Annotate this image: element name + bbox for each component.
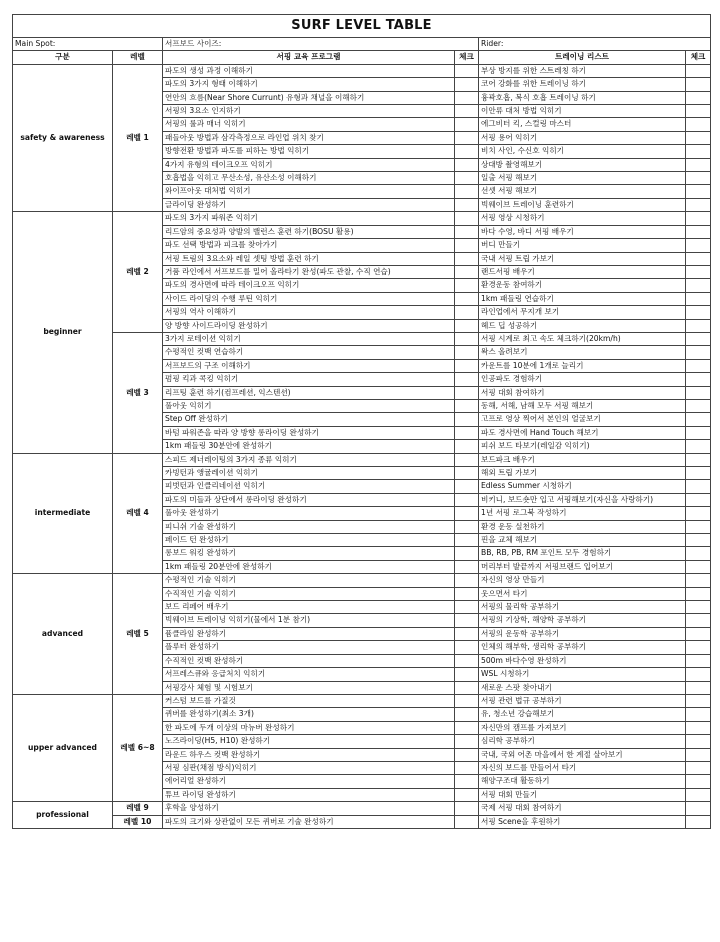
table-body [13,64,711,828]
training-cell: 부상 방지를 위한 스트레칭 하기 [479,64,686,77]
program-cell: 3가지 로테이션 익히기 [163,332,455,345]
program-check-cell[interactable] [455,775,479,788]
program-check-cell[interactable] [455,641,479,654]
program-check-cell[interactable] [455,788,479,801]
table-row [13,212,711,225]
program-check-cell[interactable] [455,694,479,707]
program-check-cell[interactable] [455,118,479,131]
training-cell: 서핑 용어 익히기 [479,131,686,144]
training-cell: Edless Summer 시청하기 [479,480,686,493]
training-check-cell[interactable] [686,158,711,171]
surf-level-sheet [12,14,710,829]
training-cell: 선셋 서핑 해보기 [479,185,686,198]
training-check-cell[interactable] [686,654,711,667]
training-cell: 서핑의 물리학 공부하기 [479,601,686,614]
training-cell: 국제 서핑 대회 참여하기 [479,802,686,815]
program-cell: 글라이딩 완성하기 [163,198,455,211]
training-check-cell[interactable] [686,252,711,265]
program-cell: 서핑의 룰과 매너 익히기 [163,118,455,131]
program-cell: 롱보드 워킹 완성하기 [163,547,455,560]
program-check-cell[interactable] [455,252,479,265]
training-cell: 왁스 올려보기 [479,346,686,359]
program-cell: 라운드 하우스 컷백 완성하기 [163,748,455,761]
program-check-cell[interactable] [455,708,479,721]
training-check-cell[interactable] [686,373,711,386]
header-check-program: 체크 [455,51,479,64]
header-check-training: 체크 [686,51,711,64]
main-spot-label: Main Spot: [13,38,163,51]
training-check-cell[interactable] [686,493,711,506]
program-cell: 호흡법을 익히고 무산소성, 유산소성 이해하기 [163,172,455,185]
program-cell: 파도의 생성 과정 이해하기 [163,64,455,77]
training-check-cell[interactable] [686,467,711,480]
program-check-cell[interactable] [455,78,479,91]
training-cell: 핀을 교체 해보기 [479,534,686,547]
program-check-cell[interactable] [455,91,479,104]
program-cell: 리프팅 훈련 하기(컴프레션, 익스텐션) [163,386,455,399]
program-check-cell[interactable] [455,105,479,118]
training-check-cell[interactable] [686,627,711,640]
training-cell: 서핑 대회 만들기 [479,788,686,801]
training-check-cell[interactable] [686,359,711,372]
training-cell: 유, 청소년 강습해보기 [479,708,686,721]
training-check-cell[interactable] [686,721,711,734]
program-check-cell[interactable] [455,265,479,278]
training-cell: 동해, 서해, 남해 모두 서핑 해보기 [479,399,686,412]
program-check-cell[interactable] [455,131,479,144]
program-check-cell[interactable] [455,574,479,587]
program-cell: 서핑의 3요소 인지하기 [163,105,455,118]
training-check-cell[interactable] [686,735,711,748]
program-cell: 거품 라인에서 서프보드를 밀어 올라타기 완성(파도 관찰, 수직 연습) [163,265,455,278]
program-cell: 퓸클라임 완성하기 [163,627,455,640]
program-check-cell[interactable] [455,627,479,640]
training-cell: 머리부터 발끝까지 서핑브랜드 입어보기 [479,560,686,573]
program-check-cell[interactable] [455,399,479,412]
training-check-cell[interactable] [686,574,711,587]
training-check-cell[interactable] [686,748,711,761]
training-cell: 서핑 영상 시청하기 [479,212,686,225]
program-cell: 수직적인 컷백 완성하기 [163,654,455,667]
program-check-cell[interactable] [455,601,479,614]
training-cell: 고프로 영상 찍어서 본인의 얼굴보기 [479,413,686,426]
program-cell: 플루터 완성하기 [163,641,455,654]
training-check-cell[interactable] [686,601,711,614]
program-cell: 사이드 라이딩의 수행 루틴 익히기 [163,292,455,305]
program-check-cell[interactable] [455,373,479,386]
training-check-cell[interactable] [686,413,711,426]
table-title: SURF LEVEL TABLE [13,15,711,38]
program-cell: 풀아웃 익히기 [163,399,455,412]
training-cell: 헤드 딥 성공하기 [479,319,686,332]
training-cell: 비치 사인, 수신호 익히기 [479,145,686,158]
training-cell: 자신의 보드를 만들어서 타기 [479,761,686,774]
category-cell: safety & awareness [13,64,113,211]
training-cell: 흉곽호흡, 복식 호흡 트레이닝 하기 [479,91,686,104]
program-check-cell[interactable] [455,386,479,399]
training-check-cell[interactable] [686,399,711,412]
program-cell: 에어리얼 완성하기 [163,775,455,788]
program-check-cell[interactable] [455,520,479,533]
training-check-cell[interactable] [686,239,711,252]
training-cell: 새로운 스팟 찾아내기 [479,681,686,694]
table-row [13,802,711,815]
program-cell: 튜브 라이딩 완성하기 [163,788,455,801]
training-cell: 보드파크 배우기 [479,453,686,466]
program-cell: 서핑의 역사 이해하기 [163,306,455,319]
program-cell: 패들아웃 방법과 삼각측정으로 라인업 위치 찾기 [163,131,455,144]
training-check-cell[interactable] [686,131,711,144]
program-check-cell[interactable] [455,453,479,466]
program-check-cell[interactable] [455,413,479,426]
program-check-cell[interactable] [455,346,479,359]
program-cell: 페이드 턴 완성하기 [163,534,455,547]
training-cell: 이안류 대처 방법 익히기 [479,105,686,118]
level-cell: 레벨 10 [113,815,163,828]
program-cell: 노즈라이딩(H5, H10) 완성하기 [163,735,455,748]
training-cell: 해양구조대 활동하기 [479,775,686,788]
program-cell: 풀아웃 완성하기 [163,507,455,520]
program-cell: 서핑 심판(채점 방식)익히기 [163,761,455,774]
surf-level-table [12,14,711,829]
training-check-cell[interactable] [686,198,711,211]
program-check-cell[interactable] [455,279,479,292]
program-cell: 서핑 트림의 3요소와 레일 셋팅 방법 훈련 하기 [163,252,455,265]
program-check-cell[interactable] [455,748,479,761]
program-cell: 파도의 경사면에 따라 테이크오프 익히기 [163,279,455,292]
training-check-cell[interactable] [686,279,711,292]
program-cell: 파도 선택 방법과 피크를 찾아가기 [163,239,455,252]
program-check-cell[interactable] [455,534,479,547]
level-cell: 레벨 5 [113,574,163,695]
program-check-cell[interactable] [455,480,479,493]
training-check-cell[interactable] [686,172,711,185]
training-check-cell[interactable] [686,185,711,198]
training-cell: 상대방 촬영해보기 [479,158,686,171]
program-check-cell[interactable] [455,185,479,198]
training-check-cell[interactable] [686,440,711,453]
program-cell: 1km 패들링 30분안에 완성하기 [163,440,455,453]
program-check-cell[interactable] [455,614,479,627]
program-cell: 파도의 크기와 상관없이 모든 퀴버로 기술 완성하기 [163,815,455,828]
program-cell: Step Off 완성하기 [163,413,455,426]
program-cell: 피니쉬 기술 완성하기 [163,520,455,533]
training-check-cell[interactable] [686,292,711,305]
program-cell: 서프보드의 구조 이해하기 [163,359,455,372]
training-check-cell[interactable] [686,426,711,439]
program-check-cell[interactable] [455,560,479,573]
training-check-cell[interactable] [686,520,711,533]
table-row [13,64,711,77]
training-cell: 자신만의 캠프를 가져보기 [479,721,686,734]
training-check-cell[interactable] [686,453,711,466]
program-check-cell[interactable] [455,198,479,211]
training-cell: 파도 경사면에 Hand Touch 해보기 [479,426,686,439]
program-cell: 와이프아웃 대처법 익히기 [163,185,455,198]
program-check-cell[interactable] [455,440,479,453]
program-cell: 수평적인 기술 익히기 [163,574,455,587]
level-cell: 레벨 2 [113,212,163,333]
training-check-cell[interactable] [686,480,711,493]
category-cell: beginner [13,212,113,453]
training-cell: 1km 패들링 연습하기 [479,292,686,305]
training-check-cell[interactable] [686,225,711,238]
program-check-cell[interactable] [455,332,479,345]
training-check-cell[interactable] [686,306,711,319]
program-check-cell[interactable] [455,721,479,734]
program-check-cell[interactable] [455,681,479,694]
program-check-cell[interactable] [455,467,479,480]
program-cell: 파도의 3가지 형태 이해하기 [163,78,455,91]
program-cell: 파도의 미들과 상단에서 롱라이딩 완성하기 [163,493,455,506]
training-check-cell[interactable] [686,118,711,131]
program-cell: 퀴버를 완성하기(최소 3개) [163,708,455,721]
header-training: 트레이닝 리스트 [479,51,686,64]
board-size-label: 서프보드 사이즈: [163,38,479,51]
training-cell: 라인업에서 무지개 보기 [479,306,686,319]
training-cell: 서핑의 운동학 공부하기 [479,627,686,640]
program-check-cell[interactable] [455,319,479,332]
program-check-cell[interactable] [455,654,479,667]
table-row [13,574,711,587]
program-check-cell[interactable] [455,735,479,748]
program-check-cell[interactable] [455,802,479,815]
program-cell: 연안의 흐름(Near Shore Currunt) 유형과 채널을 이해하기 [163,91,455,104]
training-check-cell[interactable] [686,212,711,225]
training-check-cell[interactable] [686,681,711,694]
training-cell: WSL 시청하기 [479,668,686,681]
training-check-cell[interactable] [686,265,711,278]
training-check-cell[interactable] [686,346,711,359]
program-cell: 한 파도에 두개 이상의 마뉴버 완성하기 [163,721,455,734]
program-cell: 리드암의 중요성과 양발의 밸런스 훈련 하기(BOSU 활용) [163,225,455,238]
training-cell: 인체의 해부학, 생리학 공부하기 [479,641,686,654]
program-cell: 파도의 3가지 파워존 익히기 [163,212,455,225]
table-row [13,453,711,466]
program-check-cell[interactable] [455,493,479,506]
training-cell: 랜드서핑 배우기 [479,265,686,278]
program-cell: 수평적인 컷백 연습하기 [163,346,455,359]
training-cell: 바다 수영, 바디 서핑 배우기 [479,225,686,238]
program-check-cell[interactable] [455,212,479,225]
category-cell: advanced [13,574,113,695]
training-check-cell[interactable] [686,64,711,77]
rider-label: Rider: [479,38,711,51]
table-row [13,815,711,828]
program-check-cell[interactable] [455,145,479,158]
training-cell: 서핑 Scene을 후원하기 [479,815,686,828]
training-check-cell[interactable] [686,386,711,399]
training-check-cell[interactable] [686,534,711,547]
training-check-cell[interactable] [686,668,711,681]
program-cell: 양 방향 사이드라이딩 완성하기 [163,319,455,332]
training-check-cell[interactable] [686,78,711,91]
program-check-cell[interactable] [455,306,479,319]
program-check-cell[interactable] [455,239,479,252]
training-check-cell[interactable] [686,641,711,654]
program-cell: 바텀 파워존을 따라 양 방향 롱라이딩 완성하기 [163,426,455,439]
program-check-cell[interactable] [455,172,479,185]
program-cell: 피벗턴과 인클리네이션 익히기 [163,480,455,493]
training-check-cell[interactable] [686,788,711,801]
level-cell: 레벨 6~8 [113,694,163,801]
training-cell: 에그비터 킥, 스컬링 마스터 [479,118,686,131]
program-check-cell[interactable] [455,761,479,774]
program-cell: 카빙턴과 앵귤레이션 익히기 [163,467,455,480]
training-check-cell[interactable] [686,332,711,345]
program-cell: 방향전환 방법과 파도를 피하는 방법 익히기 [163,145,455,158]
training-cell: 코어 강화를 위한 트레이닝 하기 [479,78,686,91]
training-check-cell[interactable] [686,694,711,707]
program-cell: 후학을 양성하기 [163,802,455,815]
program-cell: 보드 리페어 배우기 [163,601,455,614]
training-cell: 일출 서핑 해보기 [479,172,686,185]
program-check-cell[interactable] [455,668,479,681]
training-check-cell[interactable] [686,547,711,560]
training-check-cell[interactable] [686,560,711,573]
training-check-cell[interactable] [686,507,711,520]
program-check-cell[interactable] [455,292,479,305]
training-cell: 빅웨이브 트레이닝 훈련하기 [479,198,686,211]
training-cell: 1년 서핑 로그북 작성하기 [479,507,686,520]
header-level: 레벨 [113,51,163,64]
training-cell: 서핑 관련 법규 공부하기 [479,694,686,707]
header-program: 서핑 교육 프로그램 [163,51,455,64]
training-cell: BB, RB, PB, RM 포인트 모두 경험하기 [479,547,686,560]
training-check-cell[interactable] [686,761,711,774]
table-row [13,332,711,345]
training-cell: 인공파도 경험하기 [479,373,686,386]
training-check-cell[interactable] [686,319,711,332]
program-cell: 4가지 유형의 테이크오프 익히기 [163,158,455,171]
program-cell: 1km 패들링 20분안에 완성하기 [163,560,455,573]
program-cell: 빅웨이브 트레이닝 익히기(물에서 1분 참기) [163,614,455,627]
level-cell: 레벨 1 [113,64,163,211]
program-cell: 스피드 제너레이팅의 3가지 종류 익히기 [163,453,455,466]
training-cell: 환경 운동 실천하기 [479,520,686,533]
program-cell: 서핑강사 체험 및 시험보기 [163,681,455,694]
training-cell: 웃으면서 타기 [479,587,686,600]
category-cell: intermediate [13,453,113,574]
program-check-cell[interactable] [455,815,479,828]
level-cell: 레벨 3 [113,332,163,453]
training-cell: 심리학 공부하기 [479,735,686,748]
training-cell: 버디 만들기 [479,239,686,252]
training-cell: 국내, 국외 어촌 마을에서 한 계절 살아보기 [479,748,686,761]
program-check-cell[interactable] [455,158,479,171]
program-check-cell[interactable] [455,587,479,600]
program-check-cell[interactable] [455,507,479,520]
training-check-cell[interactable] [686,708,711,721]
training-cell: 피쉬 보드 타보기(레일감 익히기) [479,440,686,453]
category-cell: professional [13,802,113,829]
training-check-cell[interactable] [686,802,711,815]
training-check-cell[interactable] [686,145,711,158]
level-cell: 레벨 4 [113,453,163,574]
program-check-cell[interactable] [455,359,479,372]
program-check-cell[interactable] [455,64,479,77]
training-cell: 카운트를 10분에 1개로 늘리기 [479,359,686,372]
training-cell: 500m 바다수영 완성하기 [479,654,686,667]
program-cell: 커스텀 보드를 가질것 [163,694,455,707]
training-cell: 해외 트립 가보기 [479,467,686,480]
training-cell: 비키니, 보드숏만 입고 서핑해보기(자신을 사랑하기) [479,493,686,506]
training-cell: 국내 서핑 트립 가보기 [479,252,686,265]
training-check-cell[interactable] [686,587,711,600]
header-category: 구분 [13,51,113,64]
level-cell: 레벨 9 [113,802,163,815]
program-check-cell[interactable] [455,426,479,439]
program-cell: 수직적인 기술 익히기 [163,587,455,600]
training-cell: 서핑의 기상학, 해양학 공부하기 [479,614,686,627]
training-cell: 환경운동 참여하기 [479,279,686,292]
program-check-cell[interactable] [455,547,479,560]
training-cell: 서핑 시계로 최고 속도 체크하기(20km/h) [479,332,686,345]
training-check-cell[interactable] [686,105,711,118]
program-cell: 펌핑 킥과 콕킹 익히기 [163,373,455,386]
training-cell: 자신의 영상 만들기 [479,574,686,587]
training-check-cell[interactable] [686,775,711,788]
category-cell: upper advanced [13,694,113,801]
training-check-cell[interactable] [686,815,711,828]
table-row [13,694,711,707]
program-cell: 서프레스큐와 응급처치 익히기 [163,668,455,681]
program-check-cell[interactable] [455,225,479,238]
training-check-cell[interactable] [686,614,711,627]
training-cell: 서핑 대회 참여하기 [479,386,686,399]
training-check-cell[interactable] [686,91,711,104]
